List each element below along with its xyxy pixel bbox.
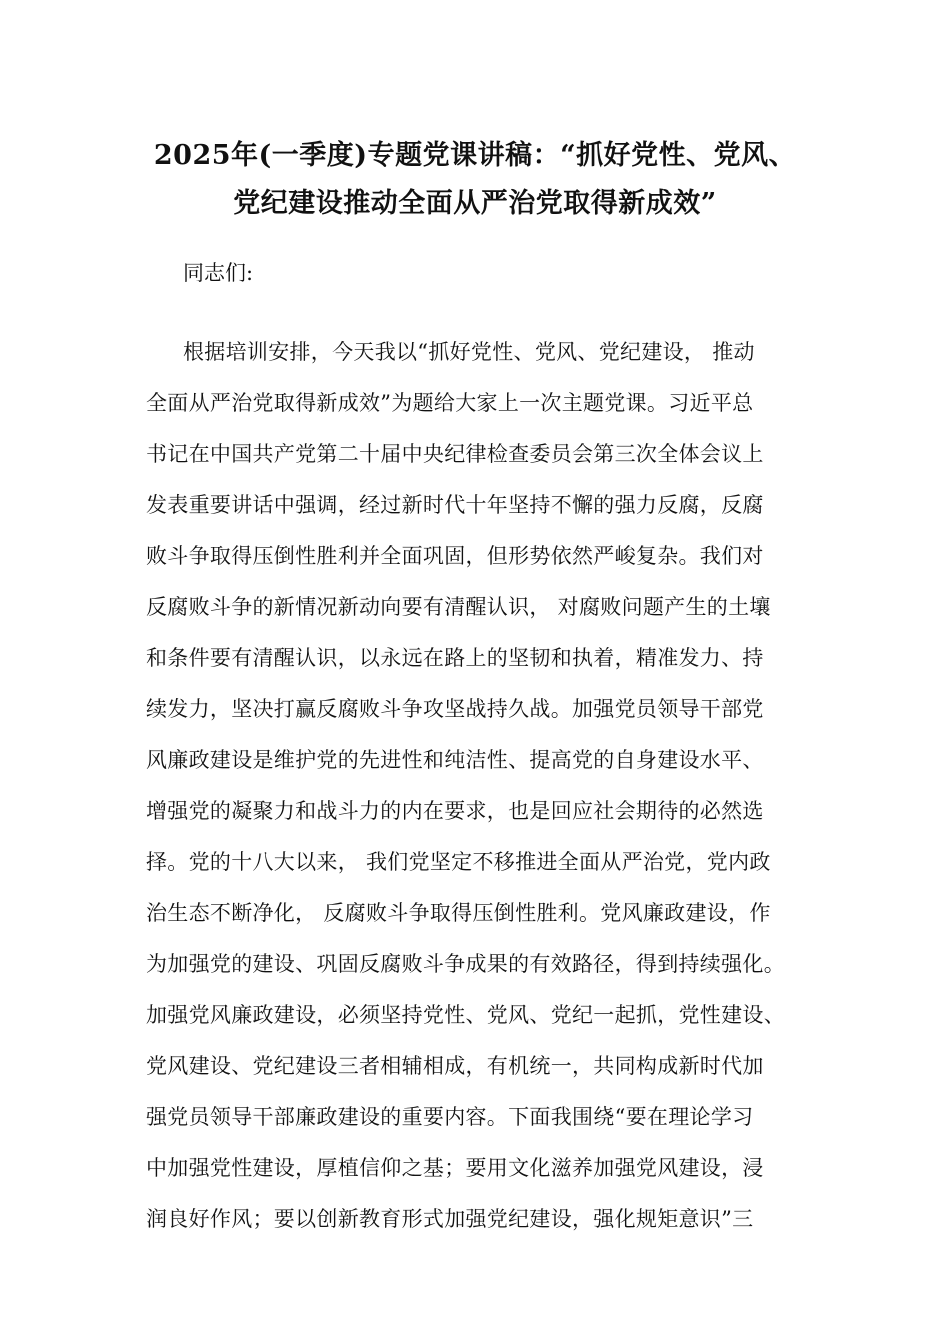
title-line-2: 党纪建设推动全面从严治党取得新成效”	[233, 188, 717, 219]
body-line: 反腐败斗争的新情况新动向要有清醒认识， 对腐败问题产生的土壤	[146, 595, 771, 619]
salutation: 同志们:	[183, 261, 254, 285]
body-line: 增强党的凝聚力和战斗力的内在要求，也是回应社会期待的必然选	[146, 799, 764, 823]
body-line: 根据培训安排，今天我以“抓好党性、党风、党纪建设， 推动	[183, 340, 755, 364]
body-paragraph	[146, 337, 826, 1255]
body-line: 续发力，坚决打赢反腐败斗争攻坚战持久战。加强党员领导干部党	[146, 697, 764, 721]
body-line: 全面从严治党取得新成效”为题给大家上一次主题党课。习近平总	[146, 391, 754, 415]
body-line: 书记在中国共产党第二十届中央纪律检查委员会第三次全体会议上	[146, 442, 764, 466]
body-line: 发表重要讲话中强调，经过新时代十年坚持不懈的强力反腐，反腐	[146, 493, 764, 517]
body-line: 治生态不断净化， 反腐败斗争取得压倒性胜利。党风廉政建设，作	[146, 901, 771, 925]
document-title	[120, 132, 830, 228]
body-line: 为加强党的建设、巩固反腐败斗争成果的有效路径，得到持续强化。	[146, 952, 785, 976]
body-line: 择。党的十八大以来， 我们党坚定不移推进全面从严治党，党内政	[146, 850, 771, 874]
body-line: 加强党风廉政建设，必须坚持党性、党风、党纪一起抓，党性建设、	[146, 1003, 785, 1027]
body-line: 和条件要有清醒认识，以永远在路上的坚韧和执着，精准发力、持	[146, 646, 764, 670]
body-line: 中加强党性建设，厚植信仰之基；要用文化滋养加强党风建设，浸	[146, 1156, 764, 1180]
title-line-1: 2025年(一季度)专题党课讲稿：“抓好党性、党风、	[153, 140, 797, 171]
body-line: 党风建设、党纪建设三者相辅相成，有机统一，共同构成新时代加	[146, 1054, 764, 1078]
body-line: 败斗争取得压倒性胜利并全面巩固，但形势依然严峻复杂。我们对	[146, 544, 764, 568]
body-line: 风廉政建设是维护党的先进性和纯洁性、提高党的自身建设水平、	[146, 748, 764, 772]
body-line: 润良好作风；要以创新教育形式加强党纪建设，强化规矩意识”三	[146, 1207, 754, 1231]
body-line: 强党员领导干部廉政建设的重要内容。下面我围绕“要在理论学习	[146, 1105, 754, 1129]
